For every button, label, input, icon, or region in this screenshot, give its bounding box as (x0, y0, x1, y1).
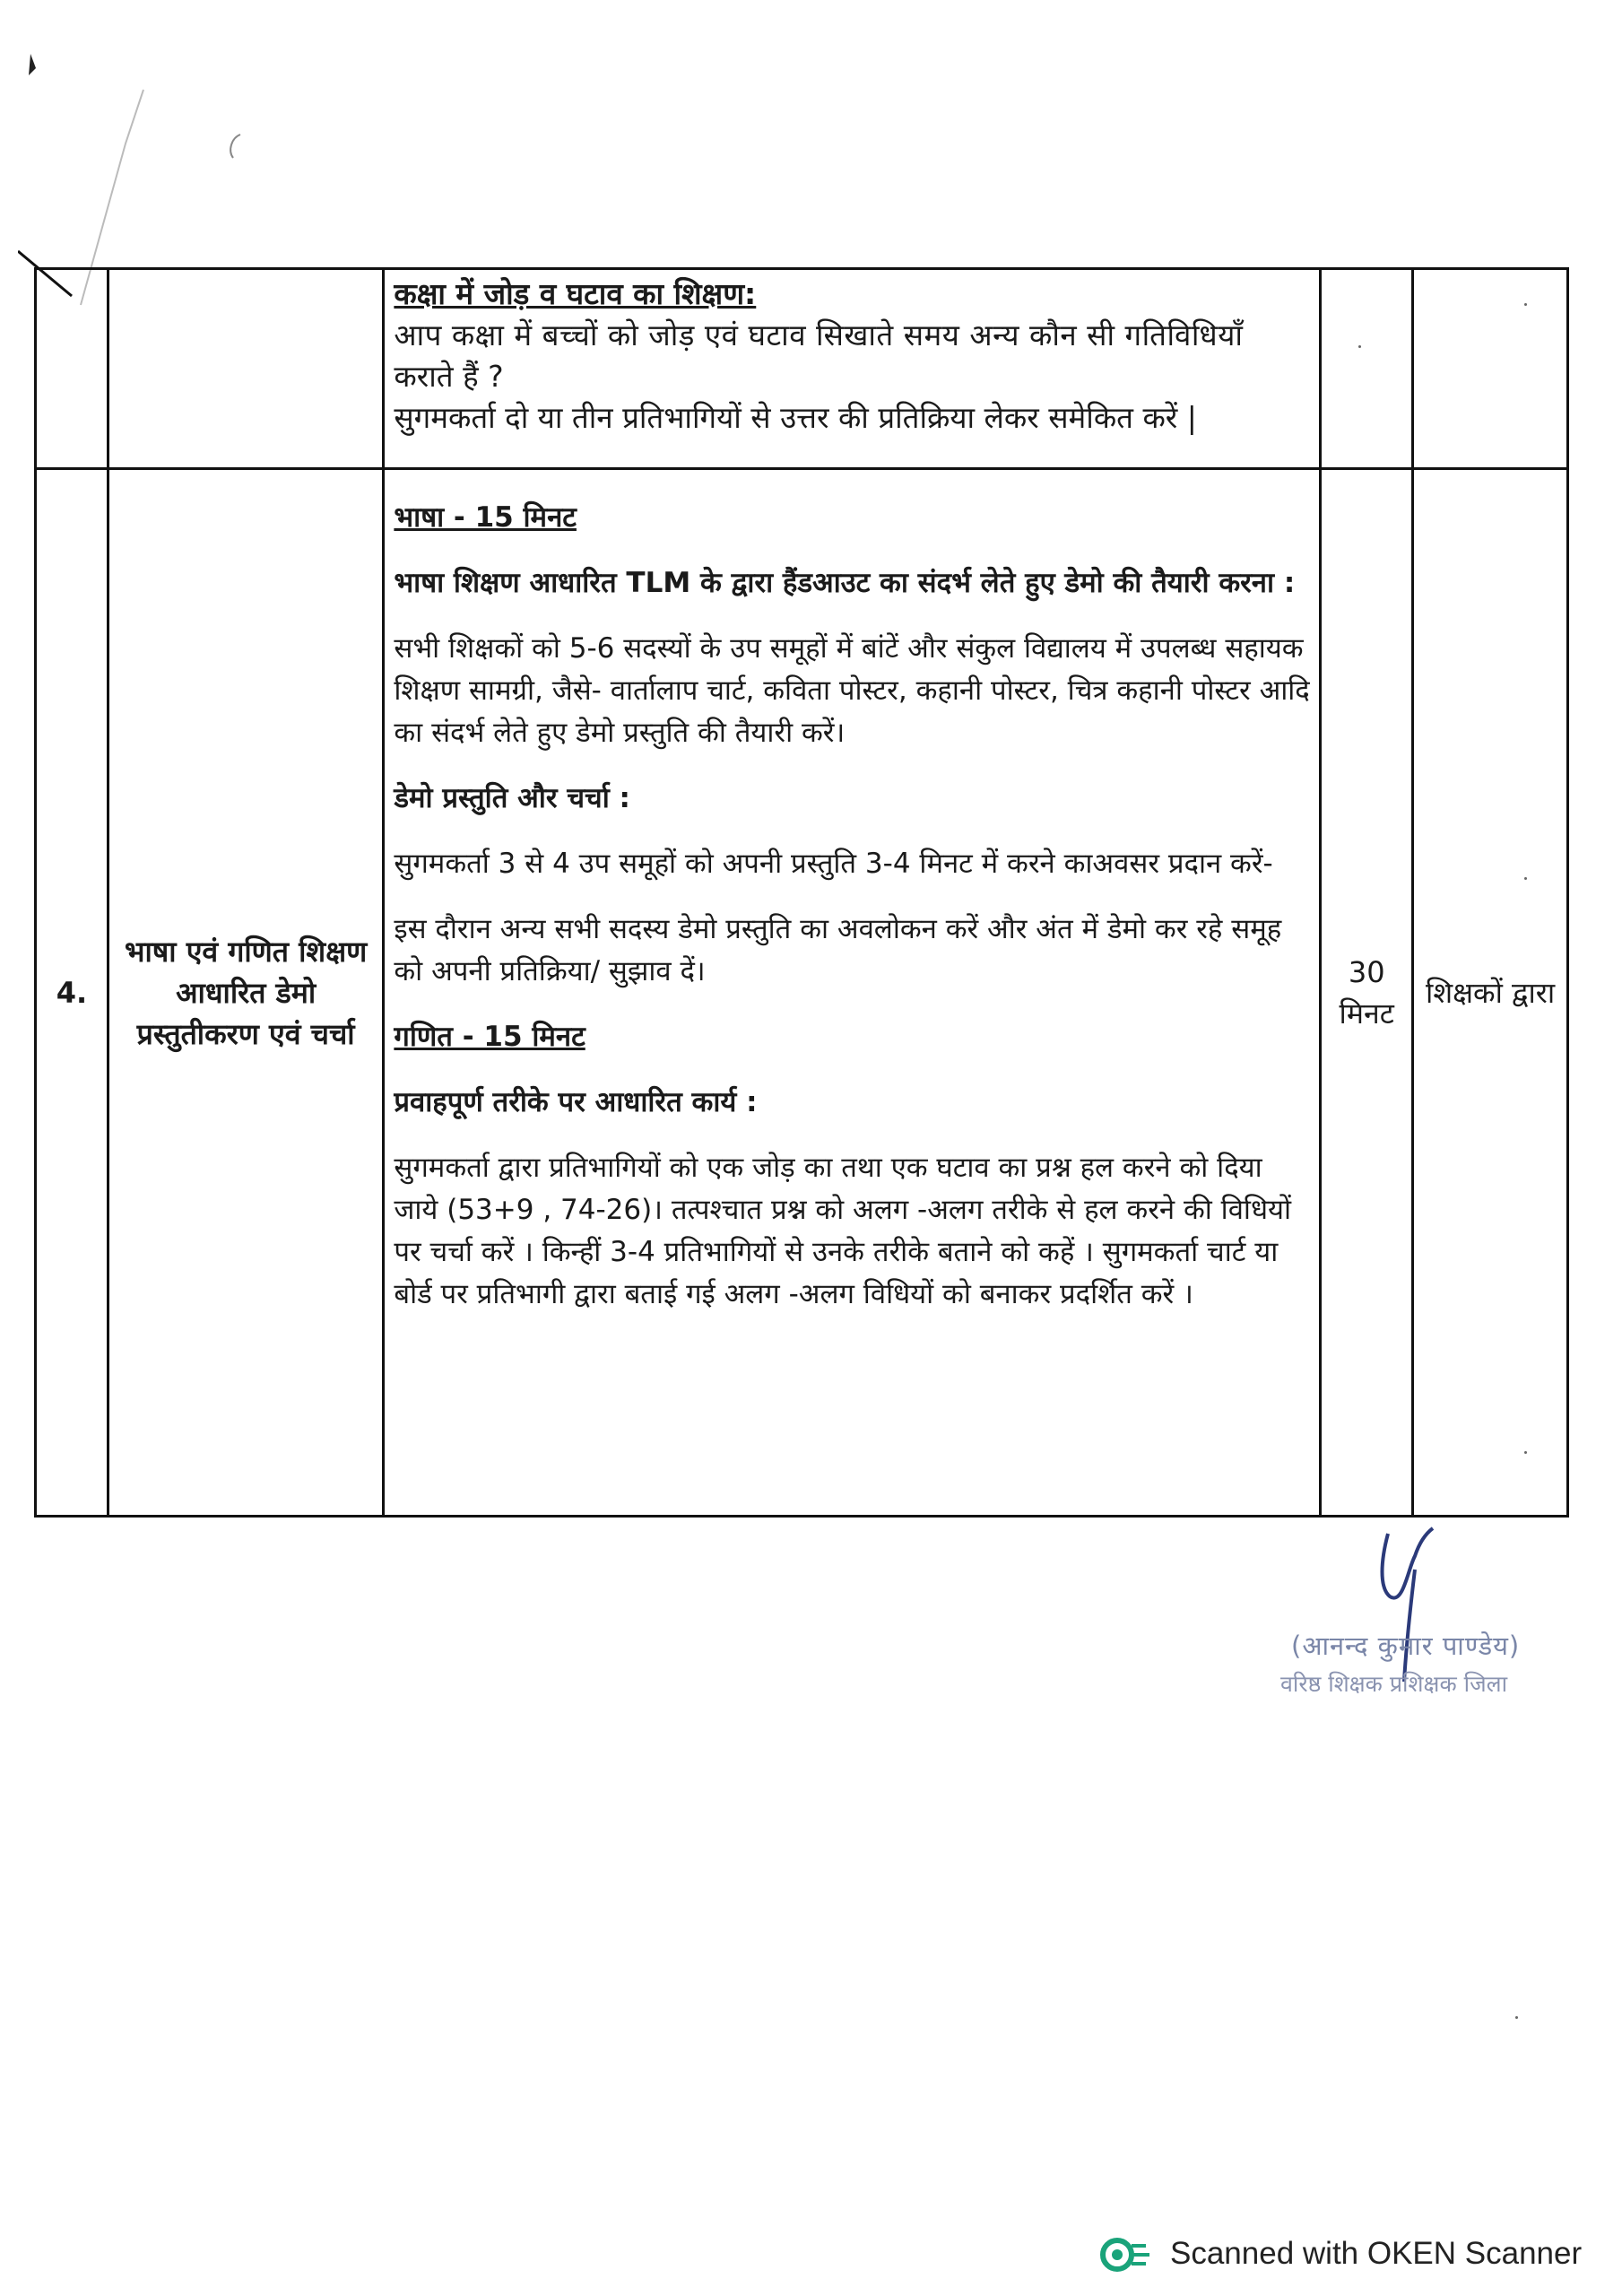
scan-speck (1358, 345, 1361, 348)
number-cell (36, 269, 108, 469)
time-cell (1321, 269, 1413, 469)
language-task-body: सभी शिक्षकों को 5-6 सदस्यों के उप समूहों में बांटें और संकुल विद्यालय में उपलब्ध सहायक शिक्षण सामग्री, जैसे- वार्तालाप चार्ट, कविता पोस्टर, कहानी पोस्टर, चित्र कहानी पोस्टर आदि का संदर्भ लेते हुए डेमो प्रस्तुति की तैयारी करें। (394, 632, 1310, 749)
scan-speck (1524, 877, 1527, 880)
conducted-by-cell (1413, 269, 1568, 469)
language-heading: भाषा - 15 मिनट (394, 501, 577, 534)
activity-cell (384, 469, 1321, 1517)
signatory-name: (आनन्द कुमार पाण्डेय) (1291, 1631, 1521, 1661)
table-row (36, 469, 1568, 1517)
activity-text: कराते हैं ? (394, 359, 504, 394)
language-task-title: भाषा शिक्षण आधारित TLM के द्वारा हैंडआउट का संदर्भ लेते हुए डेमो की तैयारी करना : (394, 567, 1296, 599)
scanner-watermark: Scanned with OKEN Scanner (1170, 2236, 1583, 2271)
number-cell (36, 469, 108, 1517)
math-task-title: प्रवाहपूर्ण तरीके पर आधारित कार्य : (394, 1086, 758, 1118)
oken-scanner-icon (1099, 2237, 1151, 2273)
time-value: 30 (1348, 954, 1385, 989)
demo-body: सुगमकर्ता 3 से 4 उप समूहों को अपनी प्रस्तुति 3-4 मिनट में करने काअवसर प्रदान करें- (394, 848, 1273, 880)
activity-text: आप कक्षा में बच्चों को जोड़ एवं घटाव सिखाते समय अन्य कौन सी गतिविधियाँ (394, 317, 1244, 352)
topic-title: भाषा एवं गणित शिक्षण आधारित डेमो प्रस्तुतीकरण एवं चर्चा (124, 934, 368, 1051)
activity-cell (384, 269, 1321, 469)
conducted-by: शिक्षकों द्वारा (1426, 976, 1556, 1010)
lesson-plan-table (34, 267, 1569, 1518)
table-row (36, 269, 1568, 469)
scan-speck (1515, 2016, 1518, 2019)
scan-speck (1524, 1451, 1527, 1454)
demo-heading: डेमो प्रस्तुति और चर्चा : (394, 782, 630, 814)
conducted-by-cell (1413, 469, 1568, 1517)
topic-cell (108, 269, 383, 469)
time-unit: मिनट (1339, 996, 1394, 1031)
scan-speck (1524, 303, 1527, 306)
activity-text: सुगमकर्ता दो या तीन प्रतिभागियों से उत्तर की प्रतिक्रिया लेकर समेकित करें | (394, 400, 1197, 435)
math-body: सुगमकर्ता द्वारा प्रतिभागियों को एक जोड़ का तथा एक घटाव का प्रश्न हल करने को दिया जाये (53+9 , 74-26)। तत्पश्चात प्रश्न को अलग -अलग तरीके से हल करने की विधियों पर चर्चा करें । किन्हीं 3-4 प्रतिभागियों से उनके तरीके बताने को कहें । सुगमकर्ता चार्ट या बोर्ड पर प्रतिभागी द्वारा बताई गई अलग -अलग विधियों को बनाकर प्रदर्शित करें । (394, 1152, 1292, 1310)
demo-body: इस दौरान अन्य सभी सदस्य डेमो प्रस्तुति का अवलोकन करें और अंत में डेमो कर रहे समूह को अपनी प्रतिक्रिया/ सुझाव दें। (394, 913, 1282, 987)
signatory-designation: वरिष्ठ शिक्षक प्रशिक्षक जिला (1280, 1671, 1508, 1697)
activity-heading: कक्षा में जोड़ व घटाव का शिक्षण: (394, 276, 757, 311)
topic-cell (108, 469, 383, 1517)
time-cell (1321, 469, 1413, 1517)
math-heading: गणित - 15 मिनट (394, 1021, 585, 1053)
row-number: 4. (56, 975, 88, 1010)
